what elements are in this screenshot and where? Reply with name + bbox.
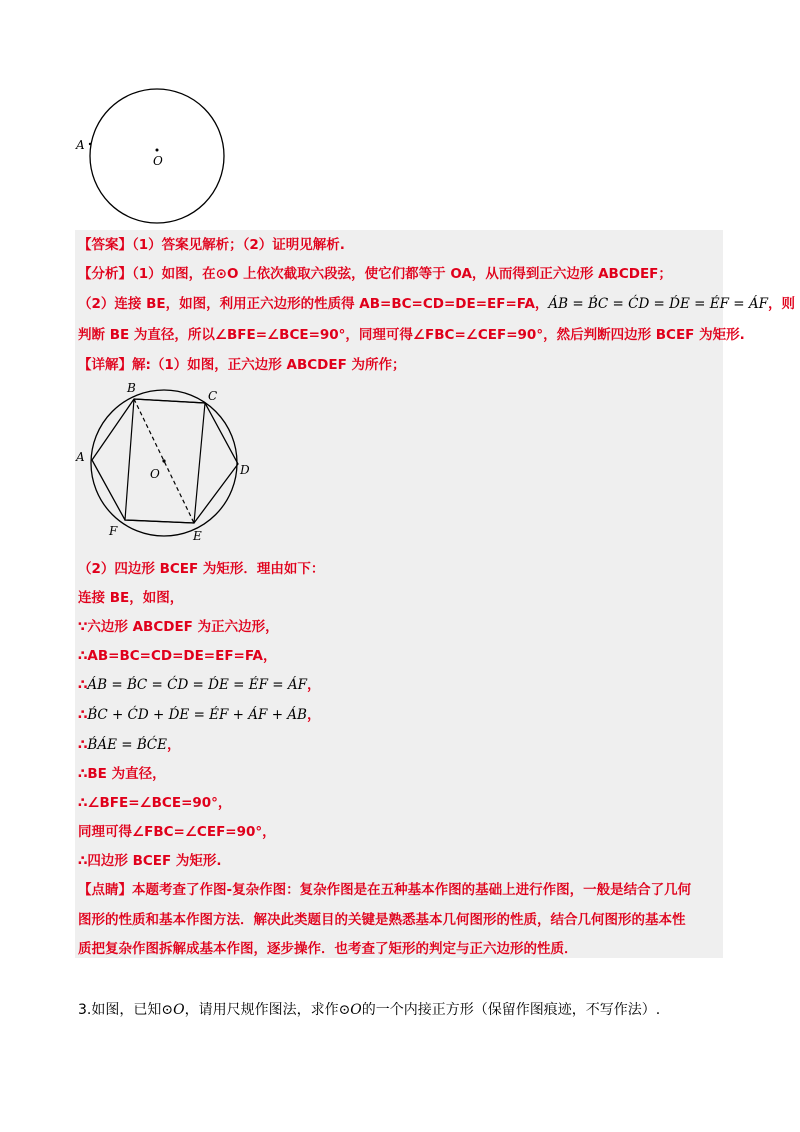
comma: ， xyxy=(166,737,181,753)
circle-o-2 xyxy=(91,390,237,536)
label-c: C xyxy=(208,389,218,403)
detail-text-3: 连接 BE，如图， xyxy=(78,590,184,606)
label-a-2: A xyxy=(76,450,85,464)
question-text-a: 如图，已知 xyxy=(91,1002,162,1018)
comment-line-2 xyxy=(78,911,686,929)
center-point-2 xyxy=(162,459,165,462)
analysis-line-2 xyxy=(78,295,795,313)
therefore-symbol: ∴ xyxy=(78,677,88,693)
detail-line-11 xyxy=(78,823,276,841)
comment-text-3: 质把复杂作图拆解成基本作图，逐步操作．也考查了矩形的判定与正六边形的性质． xyxy=(78,941,578,957)
therefore-symbol: ∴ xyxy=(78,707,88,723)
detail-text-5: ∴AB=BC=CD=DE=EF=FA， xyxy=(78,648,277,664)
center-point xyxy=(156,149,159,152)
arc-equality-2: ÁB = B́C = ĆD = D́E = ÉF = ÁF xyxy=(87,677,307,693)
detail-tag: 【详解】 xyxy=(78,357,132,373)
detail-line-6 xyxy=(78,676,320,694)
question-3 xyxy=(78,999,660,1019)
comma: ， xyxy=(306,677,321,693)
question-number: 3. xyxy=(78,1002,92,1018)
detail-line-4 xyxy=(78,618,279,636)
analysis-tag: 【分析】 xyxy=(78,266,132,282)
analysis-line-3 xyxy=(78,326,745,344)
comment-line-3 xyxy=(78,940,578,958)
detail-line-9 xyxy=(78,765,166,783)
detail-line-2 xyxy=(78,560,324,578)
detail-line-12 xyxy=(78,852,222,870)
comma: ， xyxy=(306,707,321,723)
label-o: O xyxy=(153,154,163,168)
label-o-2: O xyxy=(150,467,160,481)
detail-text-9: ∴BE 为直径， xyxy=(78,766,166,782)
detail-text-1: 解:（1）如图，正六边形 ABCDEF 为所作； xyxy=(132,357,406,373)
detail-line-7 xyxy=(78,706,320,724)
detail-text-2: （2）四边形 BCEF 为矩形．理由如下： xyxy=(78,561,325,577)
detail-line-5 xyxy=(78,647,277,665)
circle-figure-1 xyxy=(70,78,260,238)
hexagon-figure xyxy=(72,382,262,550)
answer-tag: 【答案】 xyxy=(78,237,132,253)
detail-line-10 xyxy=(78,794,231,812)
arc-bae-equality: B́ÁE = B́ĆE xyxy=(87,737,167,753)
label-a: A xyxy=(76,138,85,152)
detail-text-10: ∴∠BFE=∠BCE=90°， xyxy=(78,795,232,811)
analysis-text-3: 判断 BE 为直径，所以∠BFE=∠BCE=90°，同理可得∠FBC=∠CEF=90°，然后判断四边形 BCEF 为矩形. xyxy=(78,327,745,343)
answer-line xyxy=(78,236,345,254)
analysis-line-1 xyxy=(78,265,672,283)
label-d: D xyxy=(240,463,250,477)
analysis-text-2a: （2）连接 BE，如图，利用正六边形的性质得 AB=BC=CD=DE=EF=FA， xyxy=(78,296,549,312)
comment-tag: 【点睛】 xyxy=(78,882,132,898)
detail-line-3 xyxy=(78,589,183,607)
circle-symbol: ⊙O xyxy=(161,1002,185,1018)
detail-line-8 xyxy=(78,736,180,754)
label-b: B xyxy=(127,382,136,395)
detail-text-4: ∵六边形 ABCDEF 为正六边形， xyxy=(78,619,279,635)
arc-equality: ÁB = B́C = ĆD = D́E = ÉF = ÁF xyxy=(548,296,768,312)
answer-text: （1）答案见解析；（2）证明见解析. xyxy=(132,237,345,253)
point-a xyxy=(89,143,91,145)
therefore-symbol: ∴ xyxy=(78,737,88,753)
detail-text-12: ∴四边形 BCEF 为矩形. xyxy=(78,853,222,869)
circle-symbol-2: ⊙O xyxy=(338,1002,362,1018)
question-text-b: ，请用尺规作图法，求作 xyxy=(184,1002,339,1018)
detail-line-1 xyxy=(78,356,406,374)
comment-text-1: 本题考查了作图-复杂作图：复杂作图是在五种基本作图的基础上进行作图，一般是结合了几何 xyxy=(132,882,692,898)
label-e: E xyxy=(193,529,202,543)
analysis-text-1: （1）如图，在⊙O 上依次截取六段弦，使它们都等于 OA，从而得到正六边形 ABCDEF； xyxy=(132,266,672,282)
question-text-c: 的一个内接正方形（保留作图痕迹，不写作法）. xyxy=(361,1002,661,1018)
label-f: F xyxy=(109,524,118,538)
detail-text-11: 同理可得∠FBC=∠CEF=90°， xyxy=(78,824,276,840)
arc-sum-equality: B́C + ĆD + D́E = ÉF + ÁF + ÁB xyxy=(87,707,307,723)
analysis-text-2b: ，则 xyxy=(767,296,795,312)
comment-text-2: 图形的性质和基本作图方法．解决此类题目的关键是熟悉基本几何图形的性质，结合几何图形的基本性 xyxy=(78,912,686,928)
comment-line-1 xyxy=(78,881,691,899)
